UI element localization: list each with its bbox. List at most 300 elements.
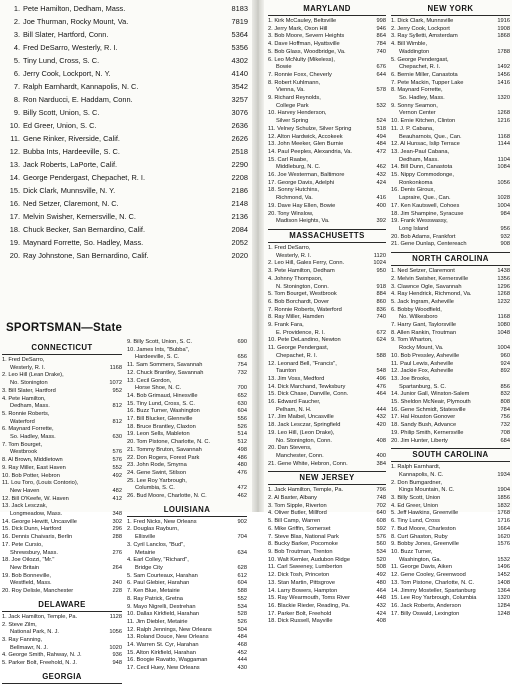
driver-entry: 14. Dick Marchand, Tewksbury [268,383,346,390]
standings-entry [268,149,386,157]
ranking-points: 2626 [231,134,248,143]
ranking-points: 4302 [231,56,248,65]
ranking-position: 14. [9,173,20,182]
standings-entry [268,141,386,149]
standings-entry [268,87,386,95]
entry-points [493,103,510,111]
driver-entry: 12. Gene Cooley, Greenwood [391,572,466,579]
entry-points: 400 [376,452,386,459]
entry-points [105,411,122,419]
standings-entry [2,465,122,473]
standings-entry [391,164,510,172]
entry-points: 472 [376,148,386,155]
driver-name: Ralph Earnhardt, Kannapolis, N. C. [23,82,139,91]
standings-entry [391,41,510,49]
entry-points: 1664 [497,525,510,532]
standings-entry [2,388,122,396]
standings-entry [391,57,510,65]
driver-entry: Washington, Ga. [399,556,442,563]
standings-entry [268,134,386,142]
entry-points: 1492 [497,64,510,71]
standings-entry [2,380,122,388]
driver-entry: 6. Bobby Woodfield, [391,306,442,313]
entry-points [230,478,247,486]
entry-points: 884 [376,291,386,298]
driver-entry: 3. Bill Slater, Hartford [2,387,56,394]
driver-entry: 12. Al Hunsac, Islip Terrace [391,141,460,148]
driver-name: George Pendergast, Chepachet, R. I. [23,173,146,182]
entry-points: 784 [376,41,386,48]
driver-entry: 4. Pete Hamilton, [2,395,46,402]
standings-entry [391,268,510,276]
entry-points: 514 [237,431,247,438]
entry-points: 588 [237,588,247,595]
driver-entry: So. Hadley, Mass. [399,95,445,102]
entry-points: 408 [376,618,386,625]
standings-entry [391,87,510,95]
standings-entry [268,299,386,307]
ranking-position: 5. [13,56,20,65]
column-maryland-massachusetts-new-jersey [268,0,386,625]
standings-entry [391,564,510,572]
standings-entry [127,424,247,432]
entry-points: 424 [376,610,386,617]
standings-entry [127,627,247,635]
standings-entry [2,496,122,504]
driver-entry: 3. Ray Fanning, [2,636,43,643]
standings-entry [391,103,510,111]
entry-points: 1020 [109,644,122,651]
entry-points: 288 [112,534,122,541]
entry-points: 918 [376,283,386,290]
entry-points: 950 [376,268,386,275]
ranking-points: 5356 [231,43,248,52]
standings-entry [391,203,510,211]
entry-points: 476 [237,469,247,476]
ranking-row [4,171,248,184]
standings-entry [268,549,386,557]
entry-points: 432 [376,172,386,179]
standings-entry [268,80,386,88]
entry-points: 400 [376,202,386,209]
driver-entry: 19. Frank Wesswassy, [391,218,448,225]
ranking-row [4,2,248,15]
driver-entry: 4. Earl Colley, "Richard", [127,557,189,564]
driver-entry: No. Stonington [10,380,48,387]
entry-points: 1168 [497,314,510,321]
driver-entry: 20. Roy Delisle, Manchester [2,588,74,595]
standings-entry [268,172,386,180]
standings-entry [391,464,510,472]
entry-points: 476 [376,383,386,390]
entry-points: 494 [376,133,386,140]
driver-entry: 2. Jerry Cook, Lockport [391,25,450,32]
driver-entry: Bellmawr, N. J. [10,644,48,651]
standings-entry [127,650,247,658]
standings-entry [391,18,510,26]
standings-entry [268,487,386,495]
standings-entry [391,595,510,603]
driver-entry: 18. Sonny Hutchins, [268,187,319,194]
driver-entry: 12. Ralph Jennings, New Orleans [127,626,212,633]
driver-entry: 19. Leo Hill, (Leon Drake), [268,429,335,436]
entry-points [369,211,386,219]
driver-entry: 7. Steve Blas, National Park [268,533,339,540]
entry-points: 1832 [497,502,510,509]
driver-entry: 16. Boogie Ravatto, Waggaman [127,657,208,664]
standings-entry [2,557,122,565]
driver-entry: 3. Bob Moore, Severn Heights [268,33,345,40]
driver-entry: Shrewsbury, Mass. [10,549,58,556]
standings-entry [268,368,386,376]
driver-entry: Vernon Center [399,110,436,117]
ranking-position: 20. [9,251,20,260]
entry-points: 604 [237,408,247,415]
standings-entry [391,72,510,80]
standings-entry [268,564,386,572]
standings-entry [127,580,247,588]
driver-entry: 2. Douglas Rayburn, [127,526,179,533]
ranking-row [4,249,248,262]
entry-points: 392 [376,218,386,225]
entry-points: 812 [112,418,122,425]
entry-points: 1532 [497,556,510,563]
standings-entry [391,487,510,495]
sportsman-heading: SPORTSMAN—State [6,322,123,334]
standings-entry [2,480,122,488]
standings-entry [2,622,122,630]
driver-entry: 20. Tony Winslow, [268,210,314,217]
driver-name: Ed Greer, Union, S. C. [23,121,97,130]
driver-entry: 4. Dave Hoffman, Hyattsville [268,41,340,48]
entry-points: 1080 [497,322,510,329]
driver-entry: 13. Joe Brooks, [391,375,431,382]
entry-points: 634 [237,549,247,556]
driver-entry: 7. Ronnie Foxx, Cheverly [268,71,332,78]
entry-points [493,172,510,180]
ranking-position: 15. [9,186,20,195]
driver-entry: 8. Maynard Forrette, [391,87,443,94]
driver-entry: 5. Bob Glass, Woodbridge, Va. [268,48,346,55]
ranking-row [4,145,248,158]
standings-entry [391,118,510,126]
ranking-points: 2290 [231,160,248,169]
entry-points [493,549,510,557]
driver-name: Fred DeSarro, Westerly, R. I. [23,43,118,52]
standings-entry [2,565,122,573]
driver-entry: 1. Jack Hamilton, Temple, Pa. [268,487,344,494]
standings-entry [268,95,386,103]
standings-entry [127,393,247,401]
driver-entry: Metairie [135,549,156,556]
standings-entry [127,526,247,534]
driver-name: Jack Roberts, LaPorte, Calif. [23,160,118,169]
driver-entry: 15. Carl Raabe, [268,156,308,163]
standings-entry [391,49,510,57]
standings-entry [268,322,386,330]
entry-points: 524 [376,118,386,125]
entry-points: 652 [237,392,247,399]
entry-points [105,542,122,550]
driver-entry: Westbrook [10,449,38,456]
ranking-position: 18. [9,225,20,234]
driver-entry: Waterford [10,418,35,425]
entry-points: 1072 [109,380,122,387]
standings-entry [2,629,122,637]
driver-entry: 16. Jack Roberts, Anderson [391,602,461,609]
entry-points: 424 [376,179,386,186]
standings-entry [391,572,510,580]
standings-entry [2,503,122,511]
driver-entry: College Park [276,102,309,109]
left-page [0,0,250,681]
entry-points: 576 [376,533,386,540]
standings-entry [268,307,386,315]
standings-entry [268,422,386,430]
driver-entry: 9. Richard Reynolds, [268,95,321,102]
standings-entry [391,337,510,345]
entry-points [230,557,247,565]
driver-entry: Silver Spring [276,118,309,125]
driver-entry: 10. Pete DeLandino, Newton [268,337,341,344]
driver-entry: Bridge City [135,564,163,571]
driver-entry: 2. Leo Hill (Lean Drake), [2,372,64,379]
driver-entry: 9. Frank Fara, [268,322,304,329]
standings-entry [127,478,247,486]
standings-entry [391,345,510,353]
driver-entry: 18. Joe Oilozzi, "Mr." [2,557,55,564]
driver-entry: 14. Bill Dunn, Canastota [391,164,453,171]
entry-points: 520 [376,556,386,563]
standings-entry [391,503,510,511]
standings-entry [127,416,247,424]
standings-entry [2,434,122,442]
standings-entry [268,118,386,126]
driver-entry: 15. Sheldon McNeair, Plymouth [391,399,471,406]
standings-entry [127,550,247,558]
standings-entry [268,518,386,526]
standings-entry [127,470,247,478]
driver-entry: 4. Ed Greer, Union [391,502,439,509]
driver-entry: National Park, N. J. [10,629,59,636]
driver-entry: 17. George Davis, Adelphi [268,179,335,186]
entry-points: 384 [376,460,386,467]
driver-entry: 14. Paul Peeples, Alexandria, Va. [268,148,352,155]
standings-entry [2,637,122,645]
driver-entry: 5. Ronnie Roberts, [2,410,50,417]
driver-entry: 1. Jack Hamilton, Temple, Pa. [2,613,78,620]
entry-points: 702 [376,502,386,509]
standings-entry [268,503,386,511]
entry-points: 1296 [497,283,510,290]
driver-entry: 18. Sandy Bush, Advance [391,422,457,429]
driver-entry: Ellisville [135,534,156,541]
driver-entry: Rocky Mount, Va. [399,345,444,352]
driver-entry: 3. Tom Sipple, Riverton [268,502,327,509]
entry-points: 628 [237,564,247,571]
driver-entry: Kings Mountain, N. C. [399,487,455,494]
entry-points: 708 [500,429,510,436]
standings-entry [391,180,510,188]
entry-points: 832 [500,391,510,398]
entry-points: 526 [237,423,247,430]
ranking-points: 7819 [231,17,248,26]
state-heading: SOUTH CAROLINA [391,448,510,462]
entry-points: 1716 [497,518,510,525]
standings-entry [2,449,122,457]
standings-entry [391,110,510,118]
driver-entry: 11. Paul Lewis, Asheville [391,360,454,367]
driver-entry: 7. Pete Mackin, Tupper Lake [391,79,464,86]
entry-points: 552 [237,595,247,602]
driver-entry: Ronkonkoma [399,179,433,186]
driver-entry: 1. Fred Nicks, New Orleans [127,518,197,525]
standings-entry [391,134,510,142]
entry-points: 1284 [497,602,510,609]
entry-points: 518 [376,125,386,132]
entry-points: 936 [112,652,122,659]
standings-entry [2,580,122,588]
entry-points: 892 [500,368,510,375]
driver-entry: 18. Bruce Brantley, Claxton [127,423,196,430]
standings-entry [268,337,386,345]
standings-entry [127,370,247,378]
standings-entry [268,414,386,422]
driver-entry: 4. Oliver Butler, Millford [268,510,327,517]
standings-entry [268,580,386,588]
entry-points: 1788 [497,48,510,55]
driver-entry: 11. J. P. Cabana, [391,125,434,132]
driver-name: Jerry Cook, Lockport, N. Y. [23,69,111,78]
driver-entry: 13. Roland Douce, New Orleans [127,634,209,641]
entry-points [493,41,510,49]
driver-entry: 7. Tom Bourget, [2,441,43,448]
entry-points [369,95,386,103]
driver-entry: 26. Bud Moore, Charlotte, N. C. [127,493,207,500]
standings-entry [2,534,122,542]
standings-entry [268,445,386,453]
driver-name: Chuck Becker, San Bernardino, Calif. [23,225,146,234]
standings-entry [268,203,386,211]
standings-entry [391,361,510,369]
standings-entry [391,414,510,422]
standings-entry [268,595,386,603]
entry-points: 302 [112,518,122,525]
driver-name: Dick Clark, Munnsville, N. Y. [23,186,116,195]
entry-points: 1856 [497,495,510,502]
standings-entry [391,211,510,219]
standings-entry [391,126,510,134]
entry-points: 264 [112,564,122,571]
entry-points: 556 [237,416,247,423]
driver-entry: Westfield, Mass. [10,580,52,587]
entry-points: 1024 [373,260,386,267]
standings-entry [127,362,247,370]
driver-entry: 7. Harry Gant, Taylorsville [391,322,457,329]
entry-points: 1232 [497,298,510,305]
entry-points: 612 [237,572,247,579]
standings-entry [391,195,510,203]
entry-points [230,378,247,386]
driver-entry: Westerly, R. I. [276,252,312,259]
standings-entry [2,511,122,519]
entry-points: 1908 [497,25,510,32]
driver-entry: 6. Mike Griffin, Somerset [268,525,331,532]
entry-points: 1356 [497,275,510,282]
standings-entry [391,391,510,399]
standings-entry [391,430,510,438]
standings-entry [127,385,247,393]
driver-entry: 11. Velney Schulze, Silver Spring [268,125,352,132]
driver-entry: Kannapolis, N. C. [399,471,444,478]
entry-points: 748 [376,495,386,502]
entry-points [369,57,386,65]
standings-entry [268,534,386,542]
standings-entry [391,141,510,149]
driver-entry: 4. George Smith, Rahway, N. J. [2,652,82,659]
driver-entry: Chepachet, R. I. [276,352,318,359]
standings-entry [268,376,386,384]
standings-entry [391,422,510,430]
entry-points: 808 [500,399,510,406]
driver-entry: 1. Fred DeSarro, [268,244,311,251]
driver-entry: 18. Dick Russell, Mayville [268,618,333,625]
standings-entry [2,411,122,419]
standings-entry [391,64,510,72]
entry-points: 1408 [497,579,510,586]
driver-entry: 15. Tiny Lund, Cross, S. C. [127,400,195,407]
driver-entry: 25. Lee Roy Yarbrough, [127,477,187,484]
standings-entry [127,378,247,386]
driver-entry: 8. Ray Miller, Hamden [268,314,324,321]
standings-entry [127,596,247,604]
entry-points: 1128 [109,613,122,620]
entry-points: 498 [237,446,247,453]
standings-entry [391,588,510,596]
entry-points: 908 [500,241,510,248]
entry-points [369,187,386,195]
standings-entry [2,396,122,404]
entry-points [493,149,510,157]
entry-points: 754 [237,362,247,369]
driver-name: Ray Johnstone, San Bernardino, Calif. [23,251,149,260]
driver-entry: Bowie [276,64,292,71]
entry-points: 512 [237,439,247,446]
driver-entry: 22. Don Rogers, Forest Park [127,454,200,461]
standings-entry [391,384,510,392]
standings-entry [268,384,386,392]
standings-entry [268,103,386,111]
entry-points: 1438 [497,268,510,275]
standings-entry [391,157,510,165]
entry-points: 902 [237,518,247,525]
driver-entry: 18. Jack Lesczar, Springfield [268,422,341,429]
entry-points: 576 [112,449,122,456]
standings-entry [268,399,386,407]
standings-entry [2,473,122,481]
driver-entry: 8. Robert Kuhlmann, [268,79,321,86]
ranking-row [4,93,248,106]
standings-entry [268,195,386,203]
entry-points [493,337,510,345]
entry-points: 1056 [497,179,510,186]
entry-points [105,442,122,450]
driver-entry: 14. Junior Gall, Winston-Salem [391,391,470,398]
standings-entry [2,357,122,365]
driver-entry: 21. Tommy Bruton, Savannah [127,446,202,453]
driver-entry: 12. Leonard Bell, "Francis", [268,360,337,367]
entry-points: 430 [237,665,247,672]
